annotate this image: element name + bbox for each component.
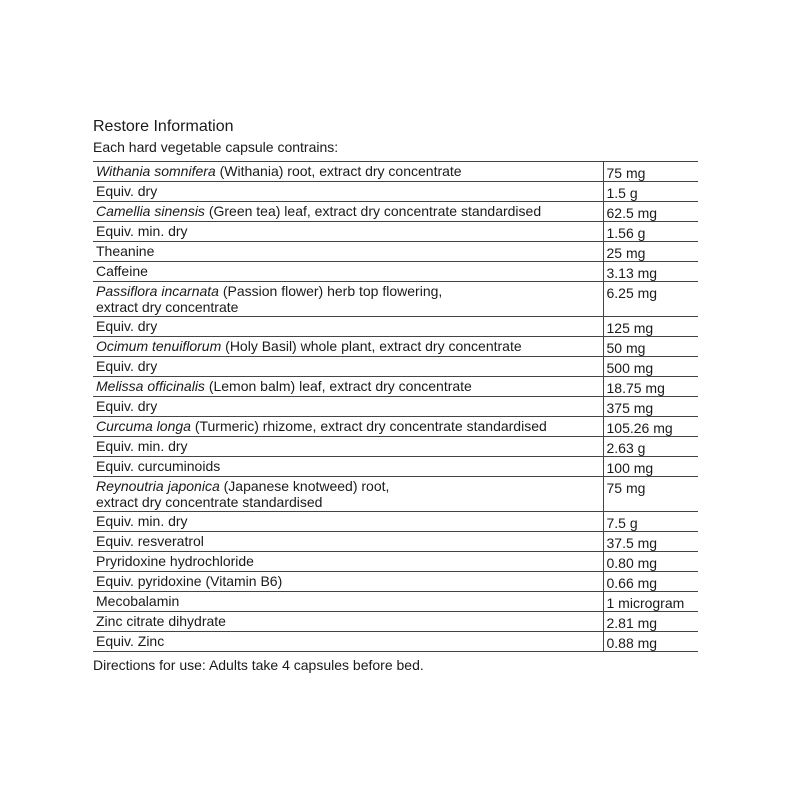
directions-text: Directions for use: Adults take 4 capsules before bed. bbox=[93, 657, 424, 673]
latin-name: Withania somnifera bbox=[96, 163, 216, 179]
ingredient-name-cell bbox=[93, 202, 603, 222]
ingredient-name-cell bbox=[93, 262, 603, 282]
ingredient-name-cell bbox=[93, 592, 603, 612]
table-row bbox=[93, 532, 698, 552]
ingredient-name-cell bbox=[93, 512, 603, 532]
ingredient-amount-cell: 1 microgram bbox=[603, 592, 698, 612]
ingredient-name-cell bbox=[93, 222, 603, 242]
table-row bbox=[93, 632, 698, 652]
table-row bbox=[93, 317, 698, 337]
ingredient-description: Zinc citrate dihydrate bbox=[96, 613, 226, 629]
table-row bbox=[93, 552, 698, 572]
ingredient-description: (Green tea) leaf, extract dry concentrate standardised bbox=[204, 203, 542, 219]
ingredient-amount-cell: 62.5 mg bbox=[603, 202, 698, 222]
ingredient-amount-cell: 0.80 mg bbox=[603, 552, 698, 572]
ingredient-name-cell bbox=[93, 242, 603, 262]
table-row bbox=[93, 282, 698, 317]
ingredients-table-body bbox=[93, 162, 698, 652]
ingredient-name-cell bbox=[93, 377, 603, 397]
ingredient-amount-cell: 1.56 g bbox=[603, 222, 698, 242]
ingredient-amount-cell: 25 mg bbox=[603, 242, 698, 262]
table-row bbox=[93, 457, 698, 477]
latin-name: Ocimum tenuiflorum bbox=[96, 338, 222, 354]
ingredient-description: (Turmeric) rhizome, extract dry concentrate standardised bbox=[190, 418, 547, 434]
table-row bbox=[93, 437, 698, 457]
ingredient-name-cell bbox=[93, 182, 603, 202]
ingredient-amount-cell: 75 mg bbox=[603, 477, 698, 512]
ingredient-name-cell bbox=[93, 357, 603, 377]
ingredient-description: Equiv. min. dry bbox=[96, 223, 188, 239]
ingredient-description: Pryridoxine hydrochloride bbox=[96, 553, 254, 569]
ingredient-amount-cell: 0.88 mg bbox=[603, 632, 698, 652]
ingredient-amount-cell: 18.75 mg bbox=[603, 377, 698, 397]
table-row bbox=[93, 417, 698, 437]
ingredient-amount-cell: 37.5 mg bbox=[603, 532, 698, 552]
ingredient-description-continued: extract dry concentrate standardised bbox=[96, 494, 323, 510]
ingredient-amount-cell: 7.5 g bbox=[603, 512, 698, 532]
ingredient-description: Equiv. dry bbox=[96, 318, 158, 334]
ingredient-amount-cell: 500 mg bbox=[603, 357, 698, 377]
ingredient-amount-cell: 100 mg bbox=[603, 457, 698, 477]
ingredient-name-cell bbox=[93, 532, 603, 552]
ingredient-description: Equiv. min. dry bbox=[96, 438, 188, 454]
ingredient-description: Equiv. resveratrol bbox=[96, 533, 204, 549]
table-row bbox=[93, 222, 698, 242]
ingredient-description: Equiv. dry bbox=[96, 398, 158, 414]
table-row bbox=[93, 162, 698, 182]
table-row bbox=[93, 477, 698, 512]
ingredient-amount-cell: 105.26 mg bbox=[603, 417, 698, 437]
ingredient-amount-cell: 0.66 mg bbox=[603, 572, 698, 592]
ingredient-amount-cell: 2.81 mg bbox=[603, 612, 698, 632]
ingredient-description: (Passion flower) herb top flowering, bbox=[218, 283, 443, 299]
page-title: Restore Information bbox=[93, 118, 234, 135]
table-row bbox=[93, 337, 698, 357]
ingredient-name-cell bbox=[93, 337, 603, 357]
ingredient-amount-cell: 50 mg bbox=[603, 337, 698, 357]
intro-text: Each hard vegetable capsule contrains: bbox=[93, 139, 339, 155]
table-row bbox=[93, 357, 698, 377]
ingredient-description: Equiv. Zinc bbox=[96, 633, 165, 649]
ingredient-amount-cell: 375 mg bbox=[603, 397, 698, 417]
ingredient-amount-cell: 125 mg bbox=[603, 317, 698, 337]
table-row bbox=[93, 262, 698, 282]
ingredient-name-cell bbox=[93, 317, 603, 337]
ingredient-description: (Holy Basil) whole plant, extract dry concentrate bbox=[221, 338, 522, 354]
ingredient-name-cell bbox=[93, 437, 603, 457]
latin-name: Passiflora incarnata bbox=[96, 283, 219, 299]
latin-name: Reynoutria japonica bbox=[96, 478, 220, 494]
ingredient-name-cell bbox=[93, 457, 603, 477]
table-row bbox=[93, 397, 698, 417]
ingredient-description: Equiv. pyridoxine (Vitamin B6) bbox=[96, 573, 283, 589]
ingredient-description: Theanine bbox=[96, 243, 155, 259]
ingredient-description: (Japanese knotweed) root, bbox=[219, 478, 390, 494]
ingredient-name-cell bbox=[93, 612, 603, 632]
ingredient-description: Mecobalamin bbox=[96, 593, 180, 609]
table-row bbox=[93, 512, 698, 532]
ingredient-amount-cell: 2.63 g bbox=[603, 437, 698, 457]
ingredient-name-cell bbox=[93, 572, 603, 592]
ingredient-description: Equiv. dry bbox=[96, 183, 158, 199]
table-row bbox=[93, 182, 698, 202]
ingredient-name-cell bbox=[93, 282, 603, 317]
ingredient-name-cell bbox=[93, 632, 603, 652]
ingredient-description: (Withania) root, extract dry concentrate bbox=[215, 163, 462, 179]
ingredient-description: Equiv. min. dry bbox=[96, 513, 188, 529]
latin-name: Camellia sinensis bbox=[96, 203, 205, 219]
table-row bbox=[93, 377, 698, 397]
table-row bbox=[93, 202, 698, 222]
ingredient-description: Equiv. dry bbox=[96, 358, 158, 374]
ingredient-description: Equiv. curcuminoids bbox=[96, 458, 221, 474]
ingredient-amount-cell: 3.13 mg bbox=[603, 262, 698, 282]
latin-name: Curcuma longa bbox=[96, 418, 191, 434]
table-row bbox=[93, 242, 698, 262]
ingredient-name-cell bbox=[93, 477, 603, 512]
ingredient-name-cell bbox=[93, 552, 603, 572]
ingredient-description: (Lemon balm) leaf, extract dry concentrate bbox=[204, 378, 472, 394]
ingredient-description-continued: extract dry concentrate bbox=[96, 299, 239, 315]
ingredient-description: Caffeine bbox=[96, 263, 148, 279]
ingredient-name-cell bbox=[93, 397, 603, 417]
ingredients-table bbox=[93, 161, 698, 652]
ingredient-name-cell bbox=[93, 417, 603, 437]
ingredient-amount-cell: 1.5 g bbox=[603, 182, 698, 202]
ingredient-amount-cell: 75 mg bbox=[603, 162, 698, 182]
document bbox=[93, 117, 700, 674]
ingredient-name-cell bbox=[93, 162, 603, 182]
table-row bbox=[93, 612, 698, 632]
table-row bbox=[93, 592, 698, 612]
table-row bbox=[93, 572, 698, 592]
latin-name: Melissa officinalis bbox=[96, 378, 205, 394]
ingredient-amount-cell: 6.25 mg bbox=[603, 282, 698, 317]
